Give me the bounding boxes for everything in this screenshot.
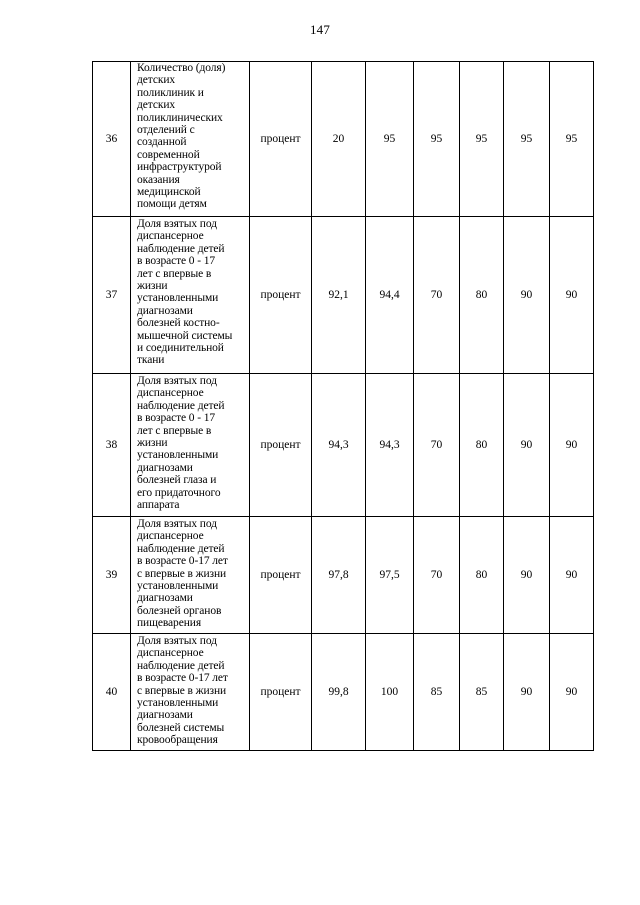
value-cell: 90 bbox=[550, 374, 594, 517]
table-row bbox=[93, 62, 594, 217]
value-cell: 80 bbox=[460, 217, 504, 374]
unit-cell: процент bbox=[250, 374, 312, 517]
value-cell: 90 bbox=[550, 634, 594, 751]
indicator-description: Доля взятых под диспансерное наблюдение детей в возрасте 0-17 лет с впервые в жизни установленными диагнозами болезней органов пищеварения bbox=[131, 517, 250, 634]
row-number: 39 bbox=[93, 517, 131, 634]
value-cell: 95 bbox=[504, 62, 550, 217]
value-cell: 95 bbox=[414, 62, 460, 217]
unit-cell: процент bbox=[250, 62, 312, 217]
value-cell: 94,3 bbox=[312, 374, 366, 517]
unit-cell: процент bbox=[250, 634, 312, 751]
table-row bbox=[93, 634, 594, 751]
value-cell: 70 bbox=[414, 374, 460, 517]
value-cell: 85 bbox=[414, 634, 460, 751]
value-cell: 99,8 bbox=[312, 634, 366, 751]
value-cell: 94,4 bbox=[366, 217, 414, 374]
row-number: 40 bbox=[93, 634, 131, 751]
unit-cell: процент bbox=[250, 517, 312, 634]
value-cell: 90 bbox=[504, 517, 550, 634]
unit-cell: процент bbox=[250, 217, 312, 374]
value-cell: 95 bbox=[460, 62, 504, 217]
value-cell: 97,5 bbox=[366, 517, 414, 634]
value-cell: 90 bbox=[550, 517, 594, 634]
value-cell: 80 bbox=[460, 517, 504, 634]
value-cell: 92,1 bbox=[312, 217, 366, 374]
value-cell: 80 bbox=[460, 374, 504, 517]
indicator-description: Количество (доля) детских поликлиник и детских поликлинических отделений с созданной современной инфраструктурой оказания медицинской помощи детям bbox=[131, 62, 250, 217]
value-cell: 94,3 bbox=[366, 374, 414, 517]
value-cell: 70 bbox=[414, 217, 460, 374]
value-cell: 20 bbox=[312, 62, 366, 217]
value-cell: 90 bbox=[504, 374, 550, 517]
value-cell: 100 bbox=[366, 634, 414, 751]
value-cell: 85 bbox=[460, 634, 504, 751]
value-cell: 95 bbox=[550, 62, 594, 217]
value-cell: 90 bbox=[550, 217, 594, 374]
value-cell: 90 bbox=[504, 217, 550, 374]
value-cell: 90 bbox=[504, 634, 550, 751]
row-number: 36 bbox=[93, 62, 131, 217]
indicator-description: Доля взятых под диспансерное наблюдение детей в возрасте 0 - 17 лет с впервые в жизни установленными диагнозами болезней глаза и его придаточного аппарата bbox=[131, 374, 250, 517]
value-cell: 97,8 bbox=[312, 517, 366, 634]
table-row bbox=[93, 217, 594, 374]
row-number: 37 bbox=[93, 217, 131, 374]
table-row bbox=[93, 374, 594, 517]
table-row bbox=[93, 517, 594, 634]
indicator-description: Доля взятых под диспансерное наблюдение детей в возрасте 0 - 17 лет с впервые в жизни установленными диагнозами болезней костно- мышечной системы и соединительной ткани bbox=[131, 217, 250, 374]
value-cell: 95 bbox=[366, 62, 414, 217]
indicators-table bbox=[92, 61, 594, 751]
row-number: 38 bbox=[93, 374, 131, 517]
indicator-description: Доля взятых под диспансерное наблюдение детей в возрасте 0-17 лет с впервые в жизни установленными диагнозами болезней системы кровообращения bbox=[131, 634, 250, 751]
page-number: 147 bbox=[309, 22, 331, 37]
value-cell: 70 bbox=[414, 517, 460, 634]
